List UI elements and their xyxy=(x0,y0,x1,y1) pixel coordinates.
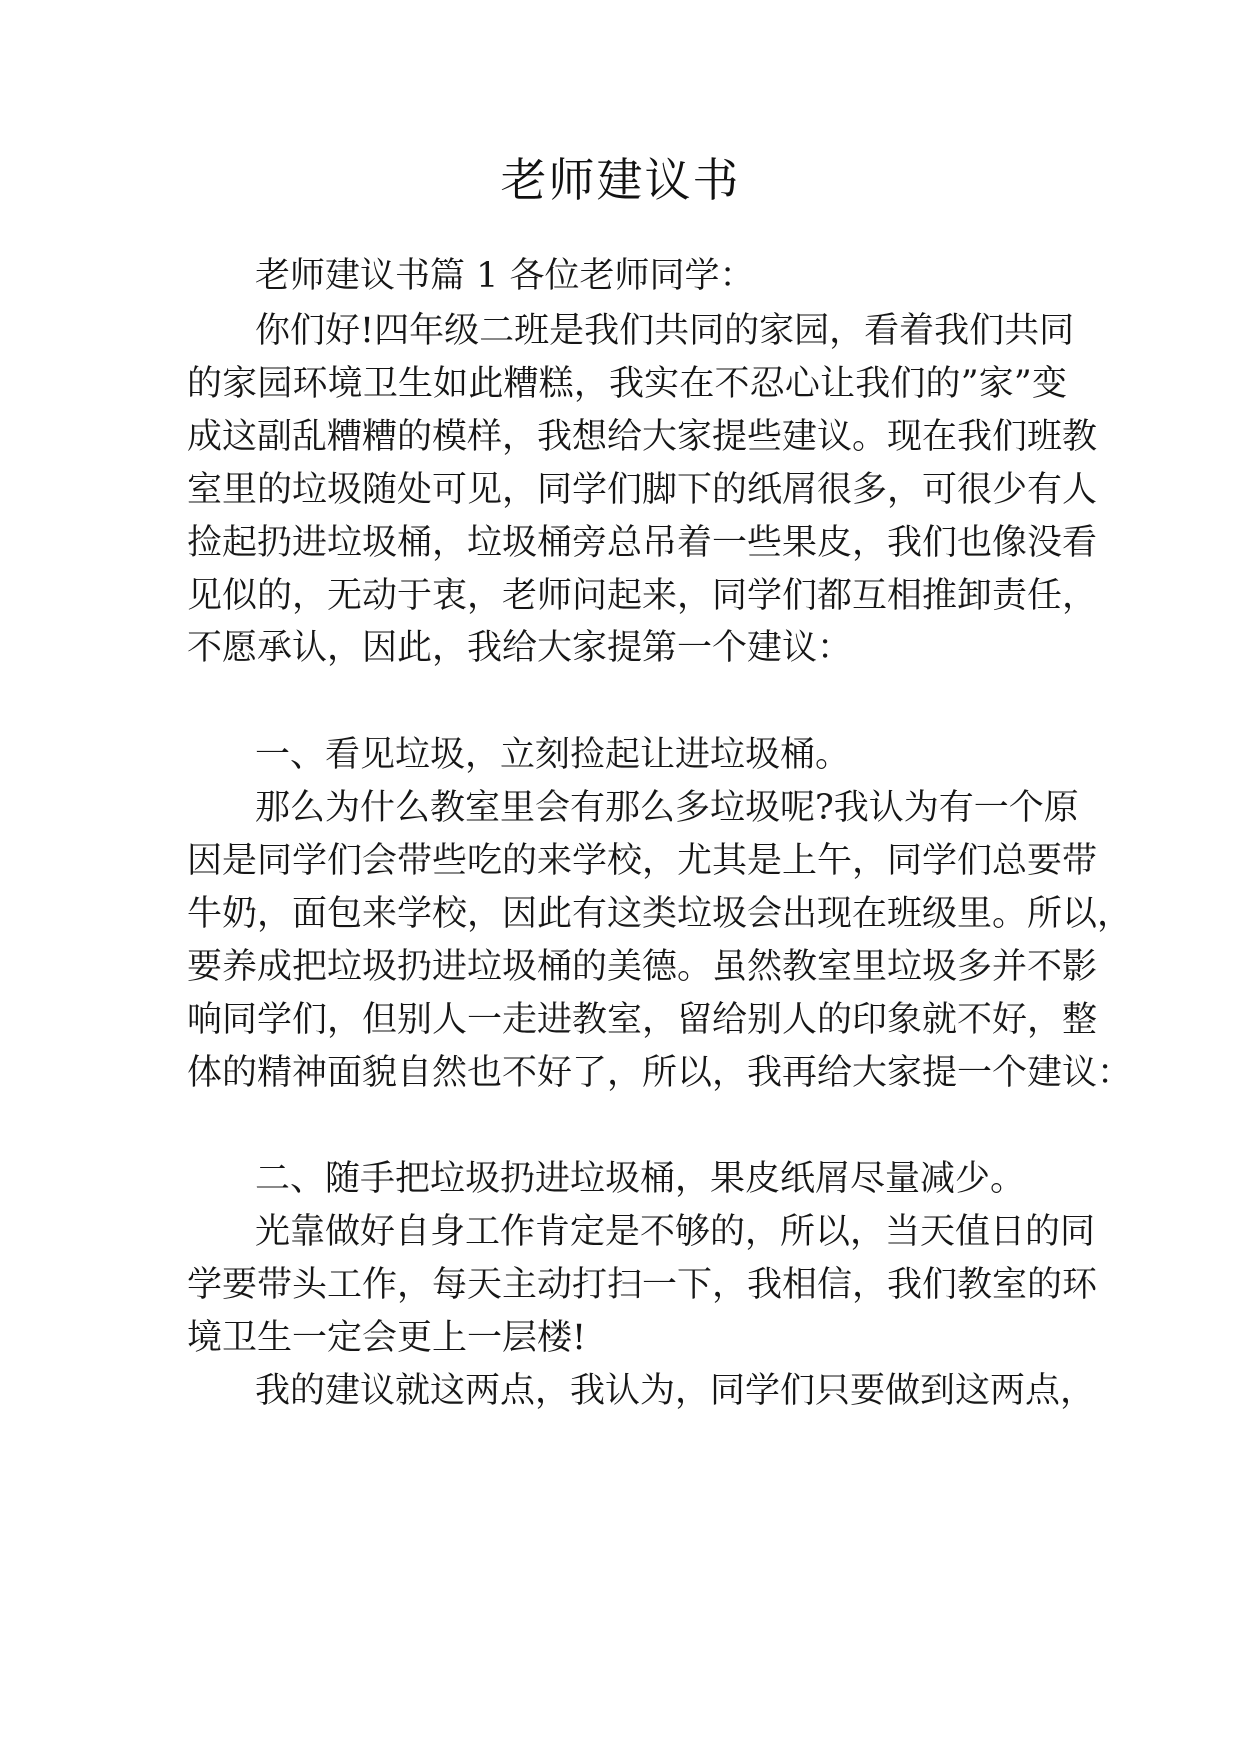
text-line: 老师建议书篇 1 各位老师同学： xyxy=(255,256,755,296)
text-line: 成这副乱糟糟的模样，我想给大家提些建议。现在我们班教 xyxy=(187,417,1098,457)
text-line: 牛奶，面包来学校，因此有这类垃圾会出现在班级里。所以， xyxy=(187,894,1133,934)
text-line: 光靠做好自身工作肯定是不够的，所以，当天值日的同 xyxy=(255,1212,1096,1252)
document-title: 老师建议书 xyxy=(500,153,741,207)
text-line: 你们好!四年级二班是我们共同的家园，看着我们共同 xyxy=(255,311,1075,351)
text-line: 捡起扔进垃圾桶，垃圾桶旁总吊着一些果皮，我们也像没看 xyxy=(187,523,1098,563)
text-line: 那么为什么教室里会有那么多垃圾呢?我认为有一个原 xyxy=(255,788,1079,828)
text-line: 见似的，无动于衷，老师问起来，同学们都互相推卸责任， xyxy=(187,576,1098,616)
text-line: 不愿承认，因此，我给大家提第一个建议： xyxy=(187,628,853,668)
section-heading: 一、看见垃圾，立刻捡起让进垃圾桶。 xyxy=(255,735,851,775)
text-line: 室里的垃圾随处可见，同学们脚下的纸屑很多，可很少有人 xyxy=(187,470,1098,510)
text-line: 要养成把垃圾扔进垃圾桶的美德。虽然教室里垃圾多并不影 xyxy=(187,947,1098,987)
text-line: 境卫生一定会更上一层楼! xyxy=(187,1318,587,1358)
text-line: 我的建议就这两点，我认为，同学们只要做到这两点， xyxy=(255,1371,1096,1411)
section-heading: 二、随手把垃圾扔进垃圾桶，果皮纸屑尽量减少。 xyxy=(255,1159,1026,1199)
text-line: 响同学们，但别人一走进教室，留给别人的印象就不好，整 xyxy=(187,1000,1098,1040)
text-line: 体的精神面貌自然也不好了，所以，我再给大家提一个建议： xyxy=(187,1053,1133,1093)
text-line: 的家园环境卫生如此糟糕，我实在不忍心让我们的”家”变 xyxy=(187,364,1067,404)
text-line: 学要带头工作，每天主动打扫一下，我相信，我们教室的环 xyxy=(187,1265,1098,1305)
text-line: 因是同学们会带些吃的来学校，尤其是上午，同学们总要带 xyxy=(187,841,1098,881)
